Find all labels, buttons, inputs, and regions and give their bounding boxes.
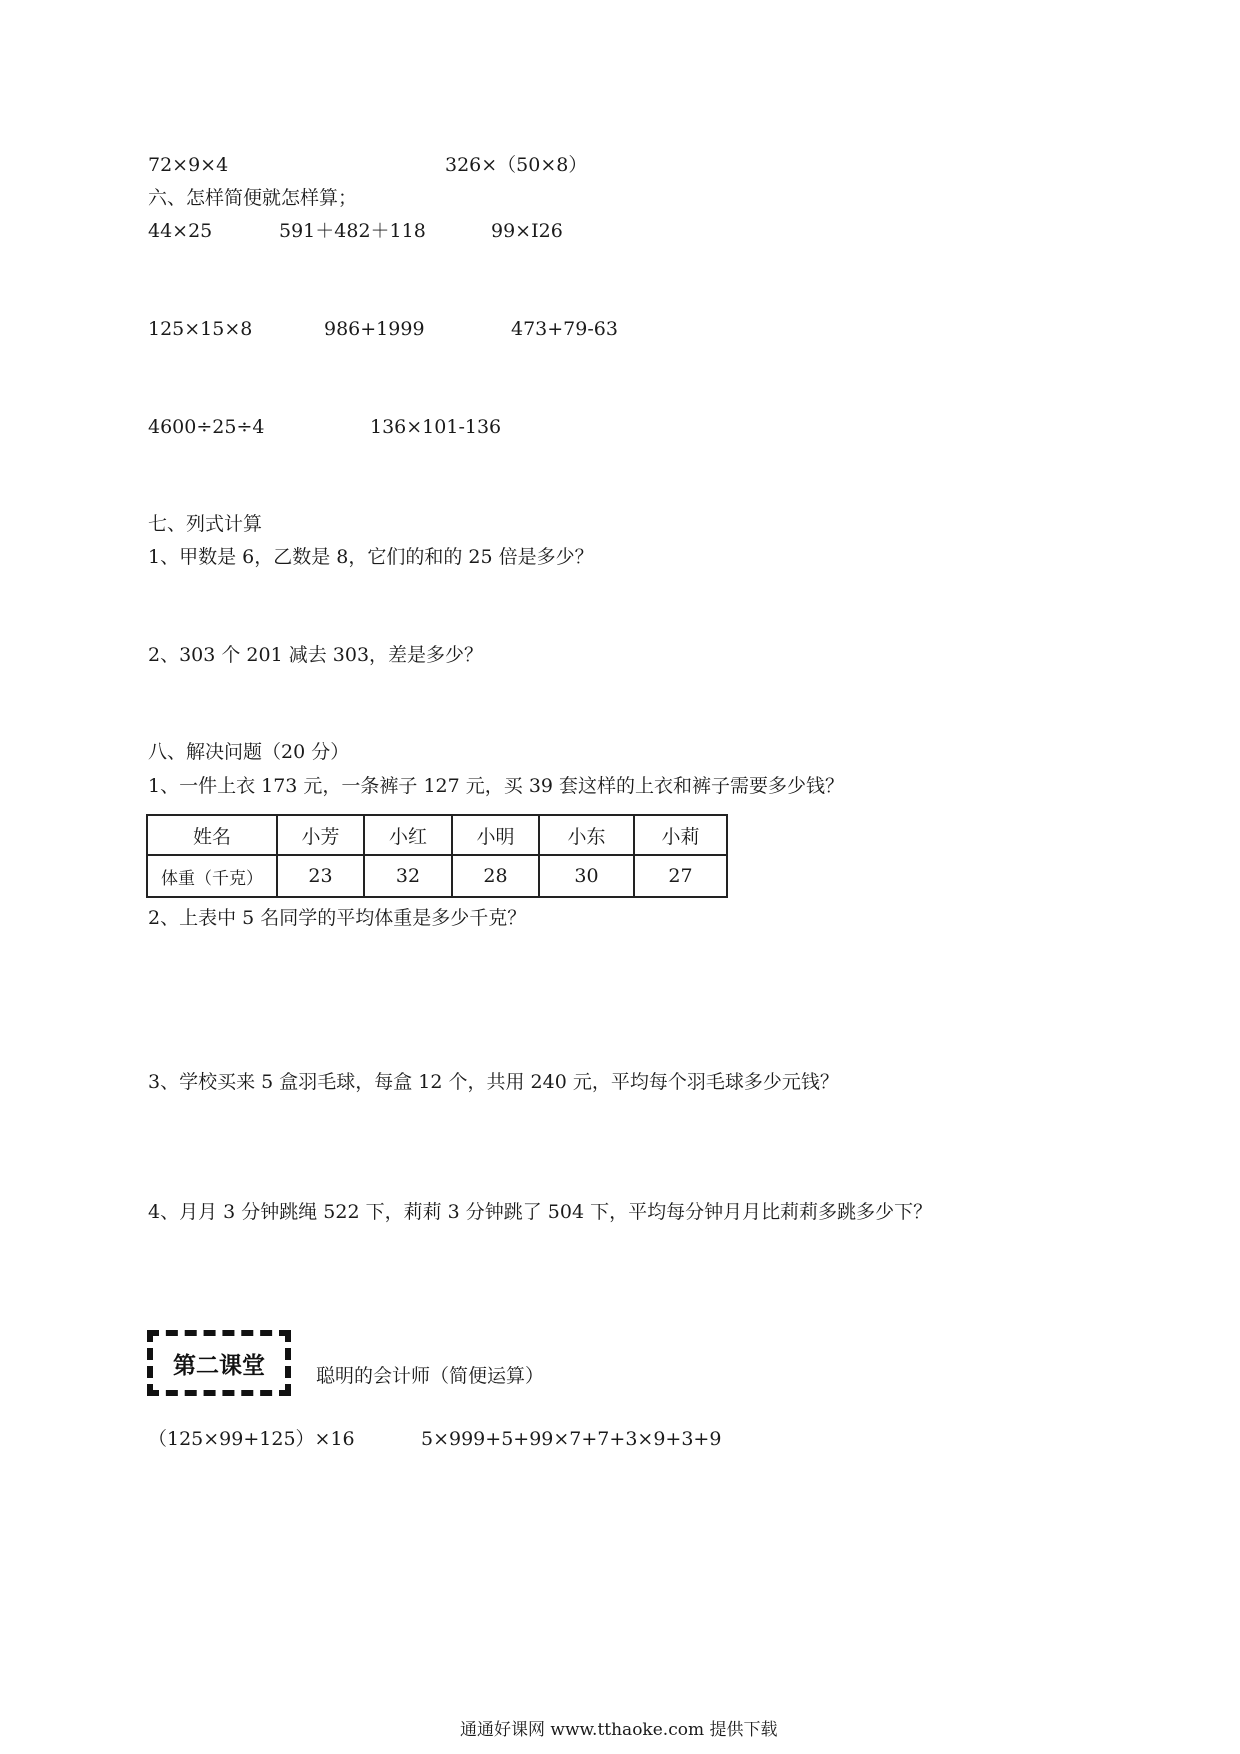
expression: 125×15×8: [148, 318, 253, 340]
section-title: 聪明的会计师（简便运算）: [316, 1365, 545, 1387]
question: 3、学校买来 5 盒羽毛球，每盒 12 个，共用 240 元，平均每个羽毛球多少元钱？: [148, 1071, 839, 1093]
table-row: [147, 815, 727, 855]
table-cell: 小芳: [277, 815, 364, 855]
question: 2、上表中 5 名同学的平均体重是多少千克？: [148, 907, 527, 929]
section-heading: 六、怎样简便就怎样算；: [148, 187, 358, 209]
table-header-cell: 体重（千克）: [147, 855, 277, 897]
expression: （125×99+125）×16: [148, 1428, 355, 1450]
table-cell: 28: [452, 855, 539, 897]
table-cell: 小红: [364, 815, 452, 855]
section-heading: 八、解决问题（20 分）: [148, 741, 350, 763]
expression: 5×999+5+99×7+7+3×9+3+9: [421, 1428, 722, 1450]
expression: 136×101-136: [370, 416, 502, 438]
expression: 72×9×4: [148, 154, 229, 176]
question: 2、303 个 201 减去 303，差是多少？: [148, 644, 484, 666]
expression: 99×I26: [491, 220, 563, 242]
table-cell: 30: [539, 855, 634, 897]
weight-table: [146, 814, 728, 898]
table-cell: 23: [277, 855, 364, 897]
table-cell: 27: [634, 855, 727, 897]
section-heading: 七、列式计算: [148, 513, 263, 535]
expression: 591＋482＋118: [279, 220, 426, 242]
page-footer: 通通好课网 www.tthaoke.com 提供下载: [460, 1720, 778, 1740]
table-cell: 小莉: [634, 815, 727, 855]
table-cell: 小明: [452, 815, 539, 855]
expression: 326×（50×8）: [445, 154, 588, 176]
table-header-cell: 姓名: [147, 815, 277, 855]
table-cell: 小东: [539, 815, 634, 855]
question: 4、月月 3 分钟跳绳 522 下，莉莉 3 分钟跳了 504 下，平均每分钟月月比莉莉多跳多少下？: [148, 1201, 933, 1223]
table-cell: 32: [364, 855, 452, 897]
section-badge: 第二课堂: [147, 1330, 291, 1396]
expression: 4600÷25÷4: [148, 416, 265, 438]
question: 1、甲数是 6，乙数是 8，它们的和的 25 倍是多少？: [148, 546, 594, 568]
table-row: [147, 855, 727, 897]
expression: 473+79-63: [511, 318, 618, 340]
question: 1、一件上衣 173 元，一条裤子 127 元，买 39 套这样的上衣和裤子需要多少钱？: [148, 775, 845, 797]
expression: 44×25: [148, 220, 213, 242]
expression: 986+1999: [324, 318, 425, 340]
